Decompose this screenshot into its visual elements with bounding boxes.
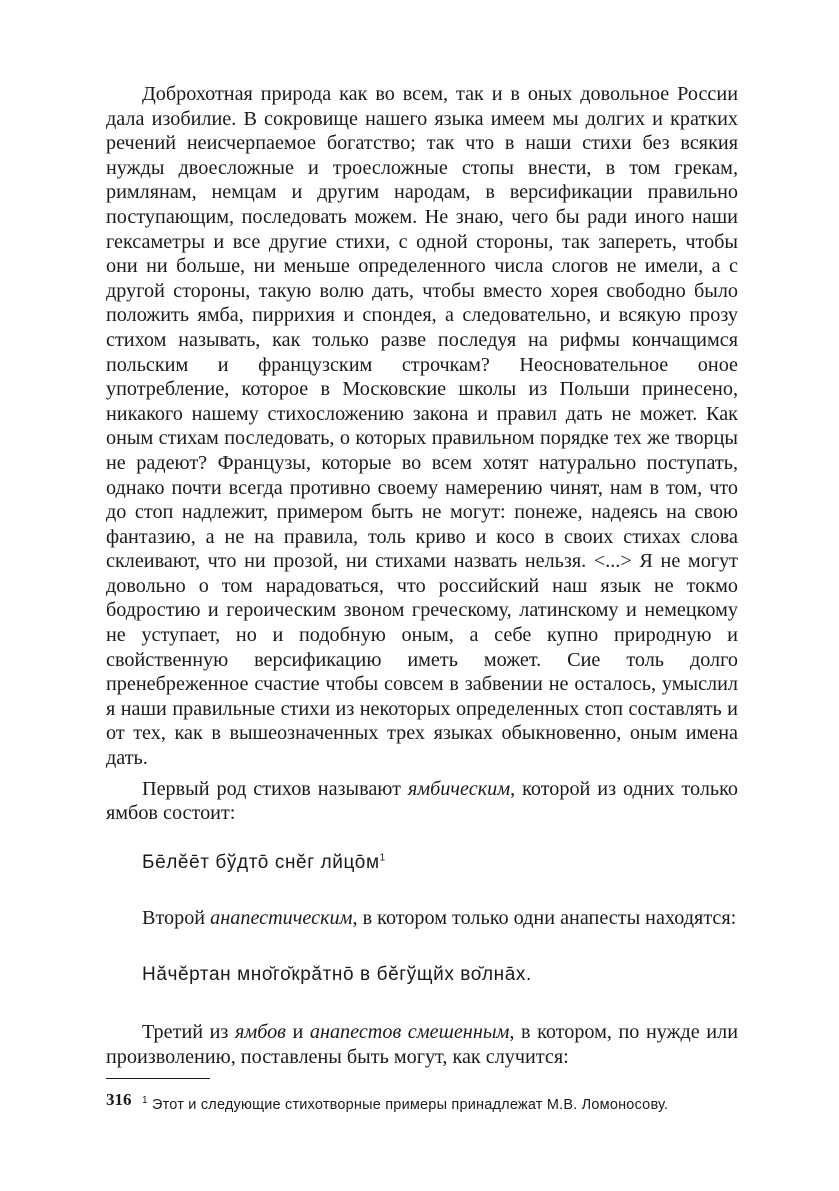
footnote-text: Этот и следующие стихотворные примеры принадлежат М.В. Ломоносову. (147, 1096, 669, 1113)
footnote-mark: 1 (142, 1094, 148, 1106)
paragraph-mixed (106, 1020, 738, 1069)
footnote-reference[interactable]: 1 (379, 852, 386, 864)
verse-iambic-text: Бе̄лӗе̄т бўдто̄ снӗг лйцо̄м (142, 851, 380, 873)
page-content (106, 82, 738, 1115)
term-anapests-mixed: анапестов смешенным (309, 1021, 510, 1044)
paragraph-iambic-lead: Первый род стихов называют (142, 777, 408, 800)
term-iambic: ямбическим (407, 777, 511, 800)
paragraph-mixed-lead: Третий из (142, 1021, 235, 1044)
paragraph-mixed-conjunction: и (285, 1021, 310, 1044)
paragraph-anapestic-tail: в котором только одни анапесты находятся: (357, 906, 737, 929)
paragraph-anapestic (106, 906, 738, 931)
paragraph-anapestic-lead: Второй (142, 906, 211, 929)
footnote-divider (106, 1078, 210, 1079)
paragraph-main: Доброхотная природа как во всем, так и в оных довольное России дала изобилие. В сокровище нашего языка имеем мы долгих и кратких речений неисчерпаемое богатство; так что в наши стихи без всякия нужды двоесложные и троесложные стопы внести, в том грекам, римлянам, немцам и другим народам, в версификации правильно поступающим, последовать можем. Не знаю, чего бы ради иного наши гексаметры и все другие стихи, с одной стороны, так запереть, чтобы они ни больше, ни меньше определенного числа слогов не имели, а с другой стороны, такую волю дать, чтобы вместо хорея свободно было положить ямба, пиррихия и спондея, а следовательно, и всякую прозу стихом называть, как только разве последуя на рифмы кончащимся польским и французским строчкам? Неосновательное оное употребление, которое в Московские школы из Польши принесено, никакого нашему стихосложению закона и правил дать не может. Как оным стихам последовать, о которых правильном порядке тех же творцы не радеют? Французы, которые во всем хотят натурально поступать, однако почти всегда противно своему намерению чинят, нам в том, что до стоп надлежит, примером быть не могут: понеже, надеясь на свою фантазию, а не на правила, толь криво и косо в своих стихах слова склеивают, что ни прозой, ни стихами назвать нельзя. <...> Я не могут довольно о том нарадоваться, что российский наш язык не токмо бодростию и героическим звоном греческому, латинскому и немецкому не уступает, но и подобную оным, а себе купно природную и свойственную версификацию иметь может. Сие толь долго пренебреженное счастие чтобы совсем в забвении не осталось, умыслил я наши правильные стихи из некоторых определенных стоп составлять и от тех, как в вышеозначенных трех языках обыкновенно, оным имена дать. (106, 83, 738, 770)
footnote (106, 1095, 738, 1115)
verse-example-iambic (106, 850, 738, 876)
verse-example-anapestic: Нӑчӗртан мно̆го̆крӑтно̄ в бӗгўщйх во̆лна̄х. (142, 964, 532, 986)
paragraph-iambic-tail: , которой из одних только ямбов состоит: (106, 777, 738, 825)
term-iambs: ямбов (234, 1021, 286, 1044)
paragraph-iambic (106, 777, 738, 826)
term-anapestic: анапестическим, (210, 906, 358, 929)
paragraph-mixed-tail: , в котором, по нужде или произволению, поставлены быть могут, как случится: (106, 1021, 738, 1068)
page-number: 316 (106, 1090, 132, 1109)
